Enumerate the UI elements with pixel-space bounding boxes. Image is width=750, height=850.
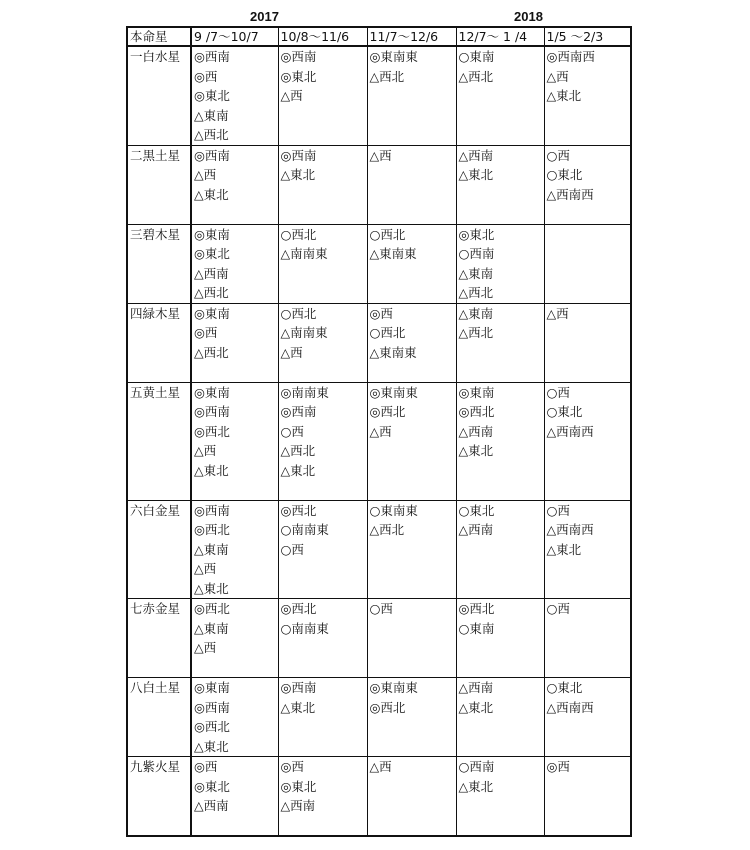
- direction-cell: [456, 757, 544, 836]
- direction-table: [126, 26, 632, 837]
- direction-entry: ◎西北: [280, 502, 317, 518]
- direction-entry: △東南: [194, 107, 229, 123]
- direction-cell: [191, 224, 278, 303]
- direction-entry: ◎西北: [194, 522, 230, 537]
- year-2018-label: 2018: [514, 9, 543, 24]
- direction-entry: △西南: [458, 147, 494, 163]
- direction-entry: △東南: [458, 305, 494, 321]
- direction-cell: [367, 145, 456, 224]
- direction-entry: △西南西: [546, 186, 594, 202]
- direction-entry: ◎西北: [194, 423, 230, 439]
- direction-entry: ○東南東: [369, 502, 418, 518]
- direction-entry: ◎西南: [280, 147, 317, 163]
- direction-cell: [278, 757, 367, 836]
- direction-entry: ◎東南東: [369, 49, 418, 64]
- star-name: 一白水星: [127, 46, 191, 145]
- direction-entry: △西: [194, 443, 217, 458]
- table-row: [127, 145, 631, 224]
- direction-entry: △西: [546, 305, 569, 321]
- direction-cell: [191, 46, 278, 145]
- direction-entry: ◎西南: [280, 680, 317, 695]
- direction-entry: △西: [194, 561, 217, 576]
- direction-cell: [278, 303, 367, 382]
- direction-entry: △西南: [194, 798, 229, 813]
- direction-entry: ◎西: [194, 325, 218, 340]
- direction-entry: ◎東南: [194, 384, 230, 400]
- direction-entry: △西: [280, 344, 303, 360]
- period-header: 10/8〜11/6: [278, 27, 367, 46]
- direction-entry: ◎西: [546, 759, 570, 774]
- direction-entry: ○東南: [458, 620, 495, 636]
- star-name: 七赤金星: [127, 599, 191, 678]
- direction-cell: [278, 500, 367, 599]
- direction-entry: ○東北: [546, 404, 583, 419]
- direction-entry: △西北: [280, 443, 316, 458]
- direction-entry: ○西南: [458, 759, 495, 774]
- direction-entry: ○西: [546, 384, 570, 400]
- direction-cell: [367, 224, 456, 303]
- direction-entry: △西: [194, 167, 217, 182]
- star-name: 八白土星: [127, 678, 191, 757]
- table-row: [127, 678, 631, 757]
- direction-entry: ◎東南: [194, 305, 230, 321]
- direction-entry: ◎東南東: [369, 680, 418, 695]
- direction-entry: ○東北: [458, 502, 495, 518]
- direction-entry: ○南南東: [280, 522, 329, 537]
- period-header: 9 /7〜10/7: [191, 27, 278, 46]
- direction-cell: [191, 500, 278, 599]
- direction-cell: [544, 224, 631, 303]
- direction-entry: △東南: [194, 541, 229, 557]
- direction-entry: ◎西南: [194, 147, 230, 163]
- direction-cell: [456, 382, 544, 500]
- direction-entry: ◎東北: [194, 88, 230, 103]
- direction-cell: [367, 757, 456, 836]
- direction-entry: △西南: [458, 522, 494, 537]
- direction-cell: [367, 303, 456, 382]
- direction-entry: △東北: [280, 462, 316, 478]
- direction-entry: △西: [369, 147, 392, 163]
- direction-entry: ◎西南: [280, 404, 317, 419]
- direction-entry: ◎西北: [280, 601, 317, 616]
- direction-entry: ○東北: [546, 680, 583, 695]
- direction-entry: ○西北: [369, 325, 406, 340]
- direction-cell: [191, 303, 278, 382]
- direction-entry: △東北: [458, 778, 494, 794]
- direction-entry: ◎西南: [194, 49, 230, 64]
- direction-entry: ◎西南: [194, 404, 230, 419]
- direction-entry: △西北: [369, 522, 405, 537]
- direction-cell: [456, 678, 544, 757]
- direction-entry: △東北: [546, 88, 582, 103]
- direction-entry: ○西: [280, 423, 304, 439]
- direction-entry: △東北: [458, 699, 494, 715]
- direction-cell: [278, 599, 367, 678]
- period-header: 12/7〜 1 /4: [456, 27, 544, 46]
- direction-entry: ○南南東: [280, 620, 329, 636]
- direction-entry: △東北: [280, 167, 316, 182]
- direction-entry: ○西北: [280, 226, 317, 242]
- star-name: 三碧木星: [127, 224, 191, 303]
- direction-cell: [544, 500, 631, 599]
- direction-entry: ◎西: [280, 759, 304, 774]
- direction-entry: △西南: [280, 798, 316, 813]
- direction-cell: [367, 382, 456, 500]
- direction-entry: △東北: [194, 462, 229, 478]
- direction-cell: [191, 678, 278, 757]
- direction-entry: ◎東南: [458, 384, 495, 400]
- direction-entry: △西: [369, 423, 392, 439]
- direction-entry: △南南東: [280, 246, 328, 261]
- direction-entry: △西: [546, 68, 569, 84]
- table-row: [127, 224, 631, 303]
- direction-entry: ○西: [369, 601, 393, 616]
- period-header: 11/7〜12/6: [367, 27, 456, 46]
- direction-entry: △東南: [458, 265, 494, 281]
- table-row: [127, 500, 631, 599]
- direction-entry: ◎東北: [458, 226, 495, 242]
- direction-entry: △西北: [194, 127, 229, 142]
- direction-entry: ○西: [546, 502, 570, 518]
- direction-entry: △西南: [458, 680, 494, 695]
- direction-entry: △西北: [194, 285, 229, 300]
- year-header: [126, 8, 632, 26]
- direction-entry: ◎西南: [194, 699, 230, 715]
- direction-entry: △西北: [458, 325, 494, 340]
- table-row: [127, 757, 631, 836]
- direction-entry: ◎西北: [194, 601, 230, 616]
- direction-cell: [456, 500, 544, 599]
- direction-entry: △東南東: [369, 246, 417, 261]
- direction-entry: △東北: [458, 443, 494, 458]
- header-row: [127, 27, 631, 46]
- direction-cell: [544, 599, 631, 678]
- star-name: 九紫火星: [127, 757, 191, 836]
- star-column-header: 本命星: [127, 27, 191, 46]
- direction-entry: △西北: [194, 344, 229, 360]
- table-row: [127, 599, 631, 678]
- direction-entry: △西南西: [546, 423, 594, 439]
- table-row: [127, 303, 631, 382]
- direction-entry: △西: [194, 640, 217, 655]
- direction-entry: ◎西北: [369, 699, 406, 715]
- direction-entry: △西北: [458, 285, 494, 300]
- direction-cell: [367, 678, 456, 757]
- direction-entry: ◎東北: [280, 778, 317, 794]
- direction-cell: [544, 46, 631, 145]
- direction-entry: ◎西北: [458, 404, 495, 419]
- direction-entry: △西北: [369, 68, 405, 84]
- direction-entry: ○西南: [458, 246, 495, 261]
- direction-entry: △南南東: [280, 325, 328, 340]
- direction-cell: [191, 599, 278, 678]
- direction-cell: [544, 145, 631, 224]
- table-row: [127, 46, 631, 145]
- direction-cell: [456, 303, 544, 382]
- direction-entry: △東南東: [369, 344, 417, 360]
- direction-entry: △東北: [194, 580, 229, 596]
- direction-entry: △東北: [194, 186, 229, 202]
- direction-entry: ◎西: [369, 305, 393, 321]
- star-name: 二黒土星: [127, 145, 191, 224]
- direction-cell: [278, 678, 367, 757]
- direction-entry: △西: [369, 759, 392, 774]
- period-header: 1/5 〜2/3: [544, 27, 631, 46]
- direction-entry: ○東南: [458, 49, 495, 64]
- direction-entry: ○東北: [546, 167, 583, 182]
- direction-cell: [191, 145, 278, 224]
- direction-entry: ◎西: [194, 68, 218, 84]
- direction-cell: [278, 224, 367, 303]
- direction-cell: [456, 145, 544, 224]
- direction-entry: △西: [280, 88, 303, 103]
- direction-cell: [456, 46, 544, 145]
- direction-entry: △東南: [194, 620, 229, 636]
- direction-cell: [544, 382, 631, 500]
- direction-cell: [544, 303, 631, 382]
- direction-cell: [456, 599, 544, 678]
- year-2017-label: 2017: [250, 9, 279, 24]
- direction-entry: ◎南南東: [280, 384, 329, 400]
- direction-entry: ◎東南: [194, 680, 230, 695]
- direction-entry: ◎東北: [194, 246, 230, 261]
- direction-cell: [191, 757, 278, 836]
- direction-entry: ◎東北: [194, 778, 230, 794]
- direction-entry: ◎西北: [194, 719, 230, 734]
- direction-entry: △東北: [194, 738, 229, 754]
- direction-entry: △西南西: [546, 699, 594, 715]
- direction-cell: [191, 382, 278, 500]
- direction-entry: ○西: [546, 601, 570, 616]
- direction-cell: [367, 46, 456, 145]
- direction-entry: △東北: [280, 699, 316, 715]
- star-name: 六白金星: [127, 500, 191, 599]
- direction-entry: ◎西: [194, 759, 218, 774]
- direction-cell: [544, 678, 631, 757]
- direction-entry: ◎西北: [458, 601, 495, 616]
- direction-entry: ○西北: [280, 305, 317, 321]
- direction-entry: ◎東南: [194, 226, 230, 242]
- direction-cell: [278, 382, 367, 500]
- direction-entry: ◎西南: [280, 49, 317, 64]
- direction-cell: [278, 145, 367, 224]
- star-name: 五黄土星: [127, 382, 191, 500]
- direction-cell: [278, 46, 367, 145]
- direction-entry: ◎西南西: [546, 49, 595, 64]
- direction-cell: [367, 500, 456, 599]
- direction-entry: ○西: [546, 147, 570, 163]
- direction-cell: [367, 599, 456, 678]
- direction-entry: ○西北: [369, 226, 406, 242]
- direction-entry: △西南: [458, 423, 494, 439]
- table-row: [127, 382, 631, 500]
- direction-entry: △西南: [194, 265, 229, 281]
- direction-entry: △西北: [458, 68, 494, 84]
- direction-entry: ◎西北: [369, 404, 406, 419]
- direction-entry: △東北: [546, 541, 582, 557]
- star-name: 四緑木星: [127, 303, 191, 382]
- direction-entry: ◎西南: [194, 502, 230, 518]
- direction-entry: ◎東北: [280, 68, 317, 84]
- direction-entry: △東北: [458, 167, 494, 182]
- direction-entry: ◎東南東: [369, 384, 418, 400]
- direction-cell: [456, 224, 544, 303]
- direction-entry: ○西: [280, 541, 304, 557]
- direction-entry: △西南西: [546, 522, 594, 537]
- direction-cell: [544, 757, 631, 836]
